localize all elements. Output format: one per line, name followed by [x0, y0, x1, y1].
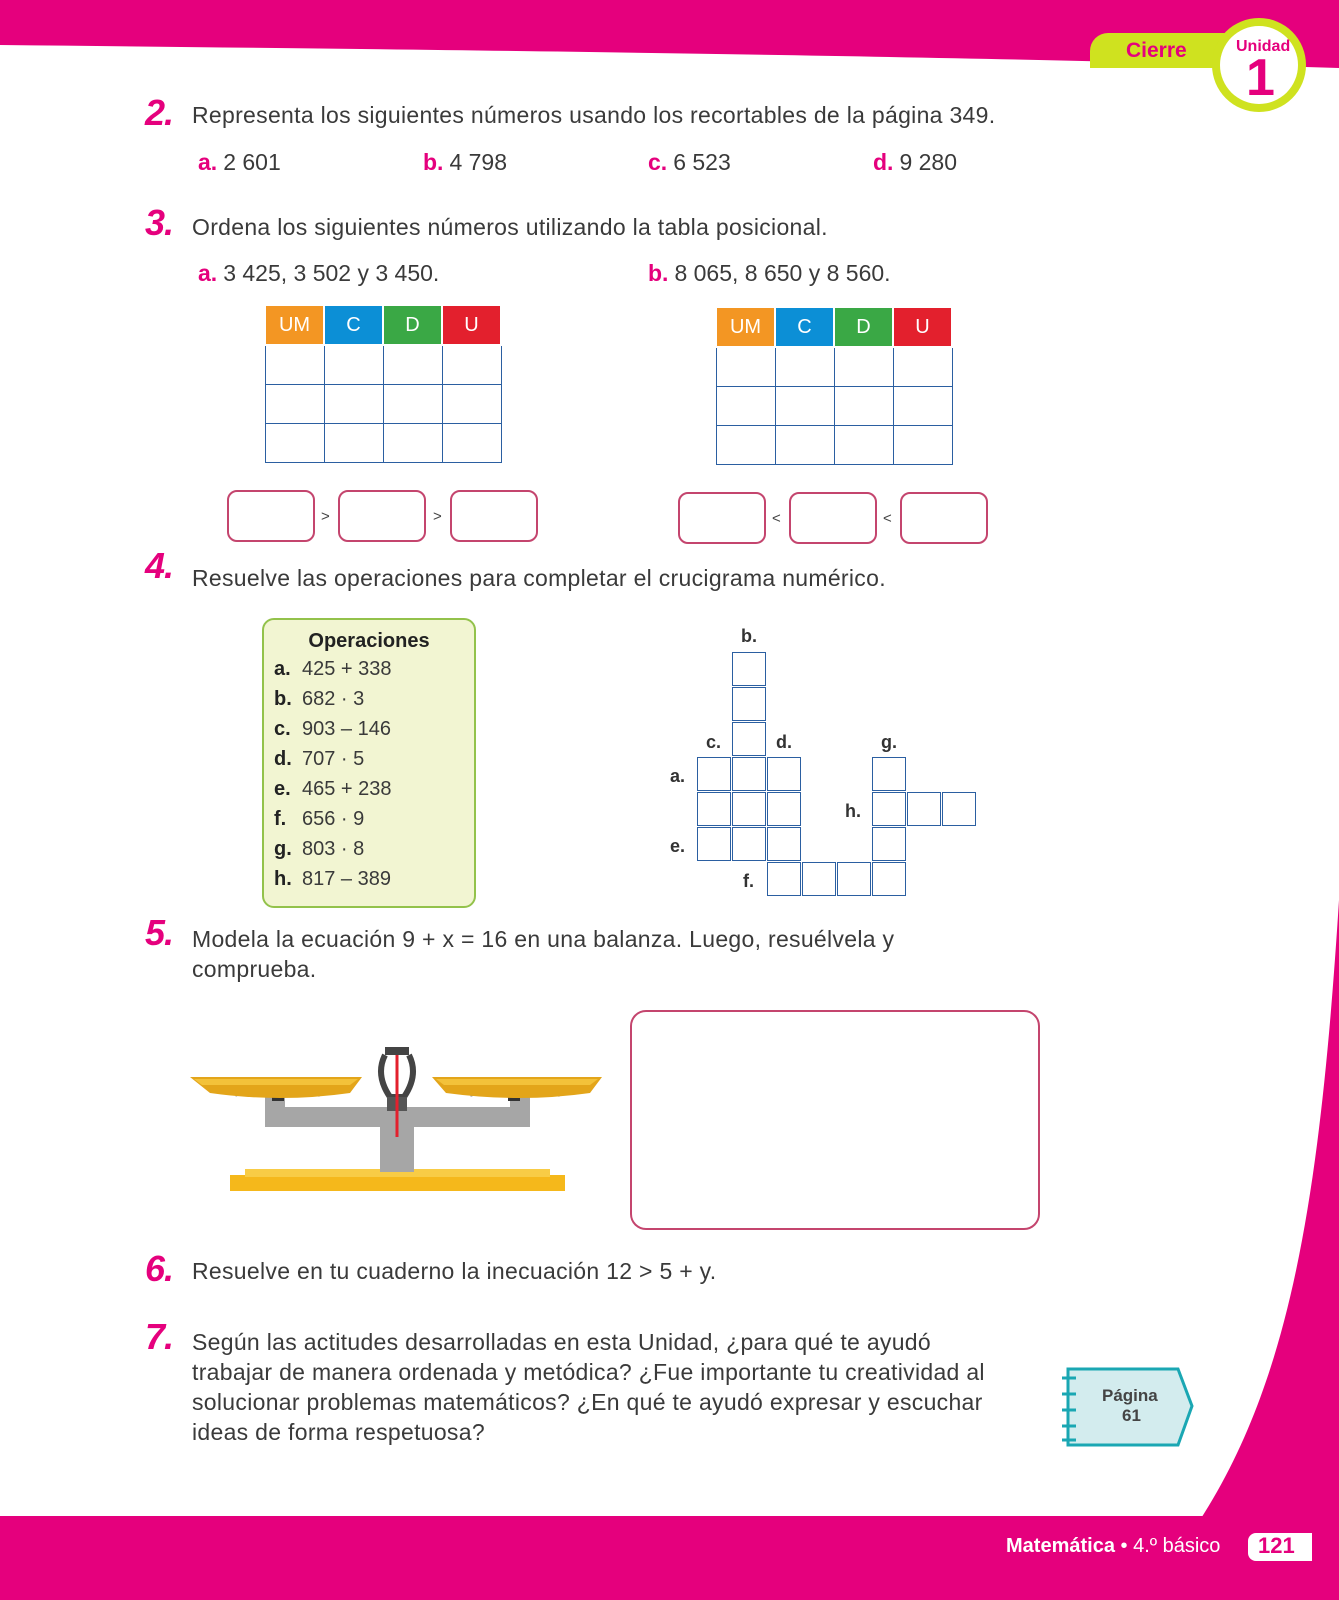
unidad-number: 1	[1246, 49, 1275, 107]
table-cell[interactable]	[893, 347, 952, 387]
crossword-cell[interactable]	[732, 652, 766, 686]
q2-item-b-label: b.	[423, 149, 444, 175]
operation-expr: 817 – 389	[302, 868, 391, 890]
balance-scale-image	[190, 1045, 605, 1205]
operation-expr: 656 · 9	[302, 808, 365, 830]
q7-line1: Según las actitudes desarrolladas en esta Unidad, ¿para qué te ayudó	[192, 1329, 931, 1355]
q5-number: 5.	[145, 912, 174, 953]
crossword-cell[interactable]	[907, 792, 941, 826]
operation-label: a.	[274, 658, 291, 680]
table-cell[interactable]	[442, 385, 501, 424]
operation-label: b.	[274, 688, 292, 710]
footer-text	[1006, 1535, 1220, 1558]
operation-c	[274, 718, 391, 741]
cierre-label: Cierre	[1126, 39, 1187, 62]
crossword-cell[interactable]	[802, 862, 836, 896]
operation-f	[274, 808, 364, 831]
q4-text: Resuelve las operaciones para completar el crucigrama numérico.	[192, 565, 886, 591]
crossword-cell[interactable]	[872, 862, 906, 896]
q3-item-b-value: 8 065, 8 650 y 8 560.	[674, 260, 891, 286]
place-value-table-a	[264, 304, 502, 463]
header-um: UM	[716, 307, 775, 347]
header-c: C	[775, 307, 834, 347]
header-d: D	[834, 307, 893, 347]
q2-item-b-value: 4 798	[449, 149, 508, 175]
q7-line2: trabajar de manera ordenada y metódica? ¿Fue importante tu creatividad al	[192, 1359, 985, 1385]
q4-number: 4.	[145, 545, 174, 586]
crossword-cell[interactable]	[872, 792, 906, 826]
table-cell[interactable]	[383, 385, 442, 424]
q2-item-a-value: 2 601	[223, 149, 281, 175]
operation-e	[274, 778, 392, 801]
crossword-label-g: g.	[881, 732, 897, 752]
table-cell[interactable]	[324, 385, 383, 424]
q2-item-c-value: 6 523	[673, 149, 731, 175]
operation-a	[274, 658, 392, 681]
q2-item-a-label: a.	[198, 149, 218, 175]
q2-text: Representa los siguientes números usando los recortables de la página 349.	[192, 102, 996, 128]
footer-subject: Matemática	[1006, 1535, 1115, 1557]
operation-expr: 803 · 8	[302, 838, 365, 860]
crossword-cell[interactable]	[732, 827, 766, 861]
operation-h	[274, 868, 391, 891]
q6-text: Resuelve en tu cuaderno la inecuación 12 > 5 + y.	[192, 1258, 717, 1284]
header-c: C	[324, 305, 383, 345]
q3-item-b-label: b.	[648, 260, 669, 286]
order-box-a3[interactable]	[450, 490, 538, 542]
table-cell[interactable]	[834, 426, 893, 465]
crossword-label-d: d.	[776, 732, 792, 752]
table-cell[interactable]	[893, 426, 952, 465]
table-cell[interactable]	[893, 387, 952, 426]
crossword-cell[interactable]	[767, 792, 801, 826]
q2-item-b	[423, 149, 507, 176]
order-box-b2[interactable]	[789, 492, 877, 544]
reference-label: Página	[1102, 1386, 1158, 1405]
q3-item-a	[198, 260, 439, 287]
table-cell[interactable]	[383, 424, 442, 463]
q3-item-b	[648, 260, 891, 287]
header-u: U	[893, 307, 952, 347]
crossword-cell[interactable]	[767, 827, 801, 861]
operation-g	[274, 838, 364, 861]
crossword-cell[interactable]	[732, 687, 766, 721]
operation-b	[274, 688, 364, 711]
table-cell[interactable]	[442, 345, 501, 385]
operation-d	[274, 748, 364, 771]
less-than-symbol: <	[883, 510, 892, 527]
crossword-label-a: a.	[670, 766, 686, 786]
operations-title: Operaciones	[308, 630, 430, 652]
q7-number: 7.	[145, 1316, 174, 1357]
crossword-cell[interactable]	[732, 757, 766, 791]
footer-bullet: •	[1120, 1535, 1128, 1557]
place-value-table-b	[715, 306, 953, 465]
operation-label: g.	[274, 838, 292, 860]
crossword-label-c: c.	[706, 732, 722, 752]
q5-line1: Modela la ecuación 9 + x = 16 en una balanza. Luego, resuélvela y	[192, 926, 895, 952]
q2-item-d	[873, 149, 957, 176]
operation-expr: 425 + 338	[302, 658, 392, 680]
header-d: D	[383, 305, 442, 345]
table-cell[interactable]	[265, 385, 324, 424]
table-cell[interactable]	[716, 347, 775, 387]
table-cell[interactable]	[265, 345, 324, 385]
unidad-label: Unidad	[1236, 38, 1291, 55]
crossword-cell[interactable]	[697, 792, 731, 826]
q2-item-d-value: 9 280	[899, 149, 958, 175]
crossword-label-e: e.	[670, 836, 686, 856]
crossword-label-h: h.	[845, 801, 861, 821]
header-um: UM	[265, 305, 324, 345]
order-box-b3[interactable]	[900, 492, 988, 544]
table-cell[interactable]	[834, 387, 893, 426]
header-u: U	[442, 305, 501, 345]
table-cell[interactable]	[775, 426, 834, 465]
q3-text: Ordena los siguientes números utilizando la tabla posicional.	[192, 214, 828, 240]
q3-item-a-label: a.	[198, 260, 218, 286]
crossword-label-f: f.	[743, 871, 754, 891]
q2-number: 2.	[145, 92, 174, 133]
q2-item-c	[648, 149, 731, 176]
table-cell[interactable]	[716, 426, 775, 465]
q3-item-a-value: 3 425, 3 502 y 3 450.	[223, 260, 440, 286]
crossword-cell[interactable]	[872, 827, 906, 861]
operations-box	[262, 618, 476, 908]
page-number: 121	[1258, 1533, 1295, 1558]
table-cell[interactable]	[834, 347, 893, 387]
q2-item-c-label: c.	[648, 149, 668, 175]
crossword-label-b: b.	[741, 626, 757, 646]
table-cell[interactable]	[716, 387, 775, 426]
table-cell[interactable]	[775, 347, 834, 387]
table-cell[interactable]	[265, 424, 324, 463]
footer-band	[0, 1516, 1339, 1600]
q5-line2: comprueba.	[192, 956, 317, 982]
crossword-cell[interactable]	[767, 862, 801, 896]
greater-than-symbol: >	[321, 508, 330, 525]
operation-expr: 707 · 5	[302, 748, 365, 770]
operation-expr: 903 – 146	[302, 718, 391, 740]
operation-label: h.	[274, 868, 292, 890]
equation-answer-box[interactable]	[630, 1010, 1040, 1230]
table-cell[interactable]	[383, 345, 442, 385]
operation-label: e.	[274, 778, 291, 800]
order-box-b1[interactable]	[678, 492, 766, 544]
operation-expr: 682 · 3	[302, 688, 365, 710]
operation-label: d.	[274, 748, 292, 770]
less-than-symbol: <	[772, 510, 781, 527]
q3-number: 3.	[145, 202, 174, 243]
q7-line4: ideas de forma respetuosa?	[192, 1419, 485, 1445]
table-cell[interactable]	[324, 345, 383, 385]
order-box-a2[interactable]	[338, 490, 426, 542]
table-cell[interactable]	[324, 424, 383, 463]
greater-than-symbol: >	[433, 508, 442, 525]
crossword-cell[interactable]	[697, 827, 731, 861]
order-box-a1[interactable]	[227, 490, 315, 542]
crossword-cell[interactable]	[767, 757, 801, 791]
right-band	[1200, 900, 1339, 1520]
crossword-cell[interactable]	[732, 722, 766, 756]
q7-line3: solucionar problemas matemáticos? ¿En qué te ayudó expresar y escuchar	[192, 1389, 983, 1415]
reference-page: 61	[1122, 1406, 1141, 1425]
footer-grade: 4.º básico	[1133, 1535, 1221, 1557]
q6-number: 6.	[145, 1248, 174, 1289]
operation-label: f.	[274, 808, 287, 830]
crossword-cell[interactable]	[697, 757, 731, 791]
crossword-cell[interactable]	[942, 792, 976, 826]
q2-item-d-label: d.	[873, 149, 894, 175]
crossword-cell[interactable]	[872, 757, 906, 791]
operation-expr: 465 + 238	[302, 778, 392, 800]
crossword-cell[interactable]	[732, 792, 766, 826]
operation-label: c.	[274, 718, 291, 740]
table-cell[interactable]	[442, 424, 501, 463]
table-cell[interactable]	[775, 387, 834, 426]
crossword-cell[interactable]	[837, 862, 871, 896]
q2-item-a	[198, 149, 281, 176]
